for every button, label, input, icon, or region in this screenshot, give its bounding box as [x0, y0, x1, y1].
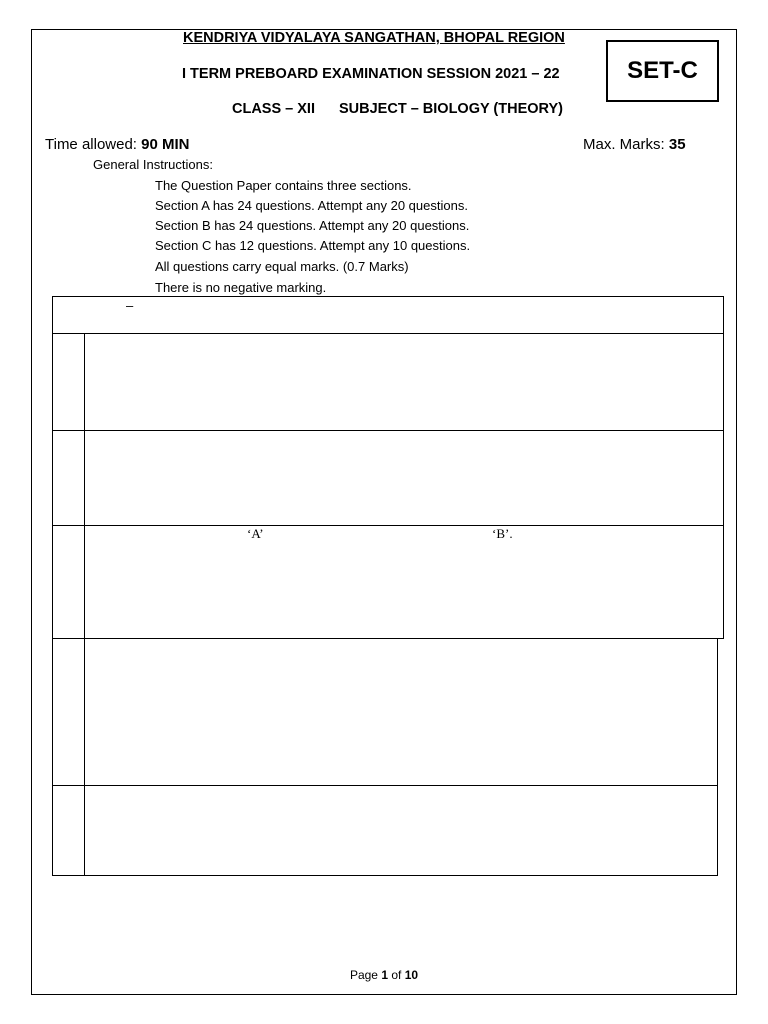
page-total: 10 [404, 968, 419, 982]
class-label: CLASS – XII [232, 101, 315, 117]
instruction-item: Section A has 24 questions. Attempt any 20 questions. [155, 198, 468, 213]
instruction-item: Section C has 12 questions. Attempt any 10 questions. [155, 238, 471, 253]
exam-title: I TERM PREBOARD EXAMINATION SESSION 2021 – 22 [182, 66, 560, 82]
instruction-item: All questions carry equal marks. (0.7 Marks) [155, 259, 409, 274]
instruction-item: The Question Paper contains three sections. [155, 178, 412, 193]
marks-label: Max. Marks: [583, 136, 665, 153]
page-prefix: Page [349, 968, 378, 982]
organization-title: KENDRIYA VIDYALAYA SANGATHAN, BHOPAL REGION [183, 30, 565, 46]
instruction-item: Section B has 24 questions. Attempt any 20 questions. [155, 218, 470, 233]
subject-label: SUBJECT – BIOLOGY (THEORY) [339, 101, 563, 117]
column-b-label: ‘B’. [492, 526, 513, 541]
question-cell [84, 785, 718, 876]
question-cell [84, 430, 724, 526]
question-number-cell [52, 430, 85, 526]
page-current: 1 [381, 968, 388, 982]
time-allowed [45, 136, 190, 153]
marks-value: 35 [668, 136, 686, 153]
time-label: Time allowed: [45, 136, 137, 153]
section-header-row [52, 296, 724, 334]
question-number-cell [52, 785, 85, 876]
question-cell [84, 638, 718, 786]
page-footer [0, 968, 768, 982]
question-number-cell [52, 525, 85, 639]
set-badge: SET-C [606, 40, 719, 102]
question-cell [84, 525, 724, 639]
question-number-cell [52, 333, 85, 431]
page-of: of [391, 968, 402, 982]
section-dash: – [126, 298, 134, 313]
general-instructions-title: General Instructions: [93, 157, 213, 172]
column-a-label: ‘A’ [247, 526, 264, 541]
instruction-item: There is no negative marking. [155, 280, 327, 295]
question-number-cell [52, 638, 85, 786]
class-subject-line [232, 101, 572, 117]
time-value: 90 MIN [141, 136, 190, 153]
question-cell [84, 333, 724, 431]
max-marks [583, 136, 686, 153]
